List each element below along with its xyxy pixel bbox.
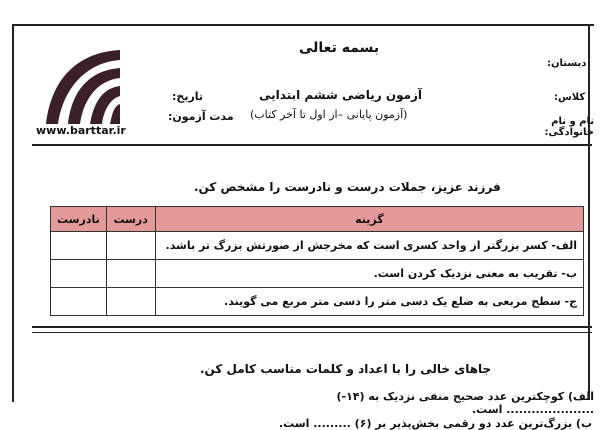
statement-cell: ب- تقریب به معنی نزدیک کردن است. [155, 260, 583, 288]
col-true-header: درست [106, 207, 155, 232]
date-label: تاریخ: [172, 90, 204, 103]
exam-subtitle: (آزمون پایانی –از اول تا آخر کتاب) [250, 108, 408, 121]
question-1-prompt: فرزند عزیز، جملات درست و نادرست را مشخص کن. [194, 180, 501, 194]
question-2-item-a: الف) کوچکترین عدد صحیح منفی نزدیک به (۱۴-) ..................... است. [336, 390, 594, 416]
exam-title: آزمون ریاضی ششم ابتدایی [259, 88, 423, 102]
true-answer-cell[interactable] [106, 288, 155, 316]
false-answer-cell[interactable] [51, 260, 107, 288]
section-divider [32, 326, 592, 328]
true-answer-cell[interactable] [106, 260, 155, 288]
false-answer-cell[interactable] [51, 288, 107, 316]
question-2-item-b: ب) بزرگ‌ترین عدد دو رقمی بخش‌پذیر بر (۶) ......... است. [279, 417, 592, 430]
page-title: بسمه تعالی [299, 40, 380, 56]
sheet-right-border [588, 24, 600, 400]
exam-sheet [12, 24, 594, 430]
question-2-prompt: جاهای خالی را با اعداد و کلمات مناسب کامل کن. [200, 362, 492, 376]
true-false-table [50, 206, 584, 316]
table-header-row [51, 207, 584, 232]
col-false-header: نادرست [51, 207, 107, 232]
duration-label: مدت آزمون: [168, 110, 234, 123]
barttar-logo-icon [42, 44, 124, 132]
table-row [51, 260, 584, 288]
exam-header [14, 26, 594, 146]
class-label: کلاس: [554, 92, 586, 103]
section-divider-thin [32, 332, 592, 333]
table-row [51, 232, 584, 260]
header-divider [32, 144, 592, 146]
table-row [51, 288, 584, 316]
student-name-label: نام و نام خانوادگی: [544, 116, 594, 138]
school-label: دبستان: [547, 58, 587, 69]
true-answer-cell[interactable] [106, 232, 155, 260]
statement-cell: الف- کسر بزرگتر از واحد کسری است که مخرجش از صورتش بزرگ تر باشد. [155, 232, 583, 260]
col-option-header: گزینه [155, 207, 583, 232]
logo-url-text: www.barttar.ir [36, 124, 126, 137]
statement-cell: ج- سطح مربعی به ضلع یک دسی متر را دسی متر مربع می گویند. [155, 288, 583, 316]
false-answer-cell[interactable] [51, 232, 107, 260]
